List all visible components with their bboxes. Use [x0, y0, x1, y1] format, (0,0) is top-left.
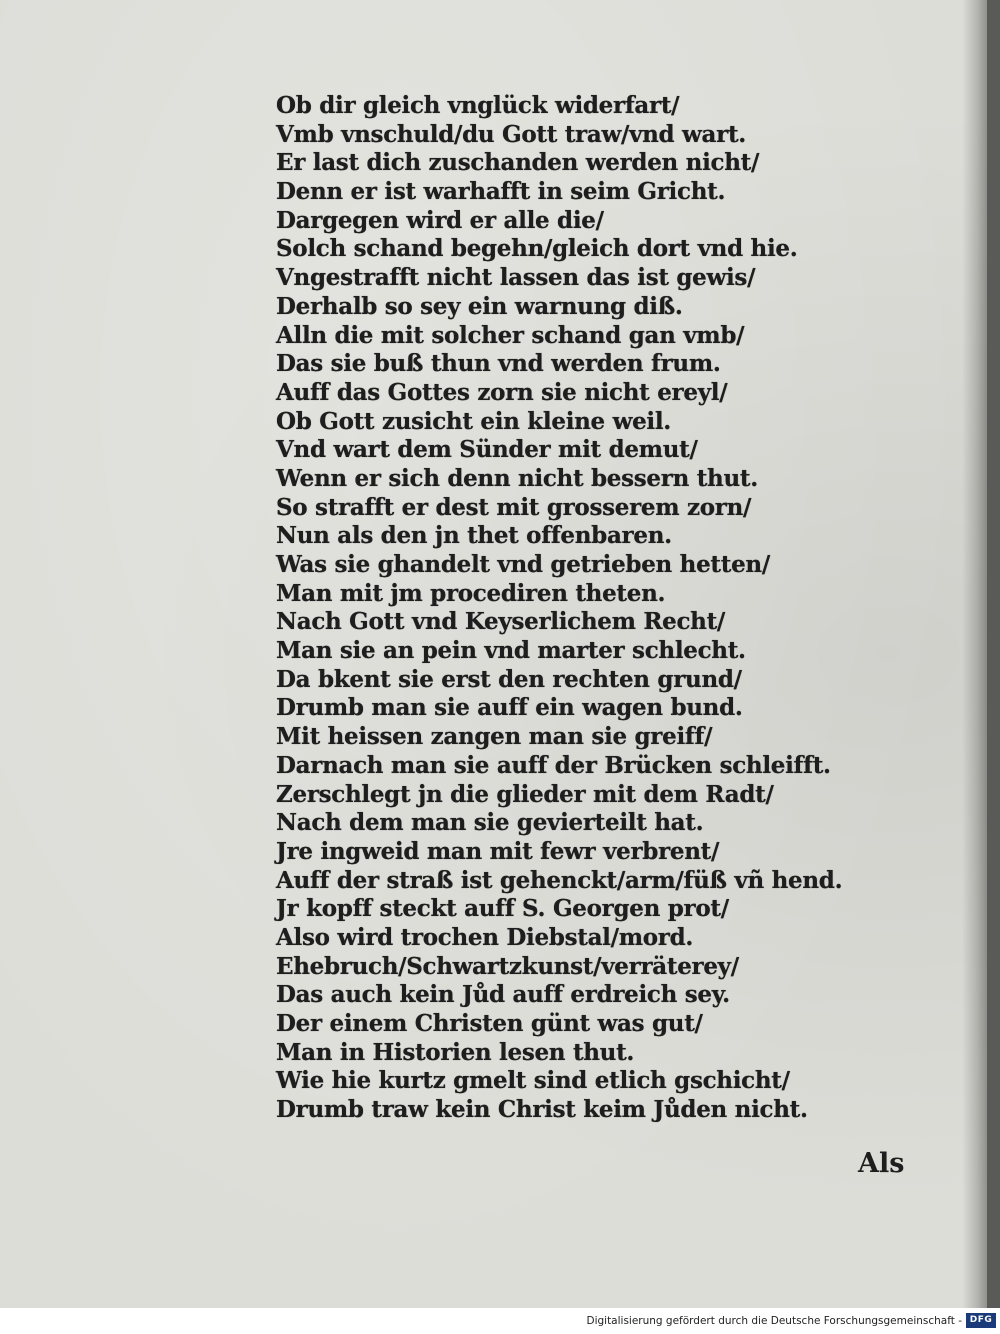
poem-line: Denn er ist warhafft in seim Gricht. [276, 178, 726, 206]
poem-line: Man mit jm procediren theten. [276, 579, 666, 607]
poem-line: Das sie buß thun vnd werden frum. [276, 350, 721, 378]
funding-credit: Digitalisierung gefördert durch die Deutsche Forschungsgemeinschaft - [586, 1315, 962, 1327]
dfg-logo: DFG [966, 1313, 996, 1328]
poem-line: Alln die mit solcher schand gan vmb/ [276, 321, 745, 349]
poem-line: So strafft er dest mit grosserem zorn/ [276, 493, 752, 521]
poem-line: Ob dir gleich vnglück widerfart/ [276, 92, 680, 119]
poem-line: Er last dich zuschanden werden nicht/ [276, 149, 760, 177]
poem-line: Man in Historien lesen thut. [276, 1038, 635, 1066]
poem-line: Man sie an pein vnd marter schlecht. [276, 637, 746, 665]
poem-line: Auff das Gottes zorn sie nicht ereyl/ [276, 378, 728, 406]
poem-line: Jr kopff steckt auff S. Georgen prot/ [276, 895, 729, 923]
poem-line: Ob Gott zusicht ein kleine weil. [276, 407, 672, 435]
poem-line: Drumb man sie auff ein wagen bund. [276, 694, 743, 722]
poem-line: Der einem Christen günt was gut/ [276, 1010, 703, 1037]
poem-line: Wie hie kurtz gmelt sind etlich gschicht/ [276, 1067, 790, 1095]
poem-line: Nun als den jn thet offenbaren. [276, 522, 672, 550]
poem-line: Das auch kein Jůd auff erdreich sey. [276, 981, 730, 1009]
poem-line: Drumb traw kein Christ keim Jůden nicht. [276, 1096, 808, 1124]
page-gutter-shadow [962, 0, 987, 1308]
poem-line: Wenn er sich denn nicht bessern thut. [276, 464, 758, 492]
poem-text-block [276, 92, 896, 1125]
catchword: Als [858, 1148, 905, 1179]
poem-line: Derhalb so sey ein warnung diß. [276, 292, 683, 320]
poem-line: Darnach man sie auff der Brücken schleifft. [276, 751, 831, 779]
poem-line: Vnd wart dem Sünder mit demut/ [276, 436, 698, 464]
poem-line: Vngestrafft nicht lassen das ist gewis/ [276, 264, 756, 292]
poem-line: Zerschlegt jn die glieder mit dem Radt/ [276, 780, 774, 808]
poem-line: Auff der straß ist gehenckt/arm/füß vñ hend. [276, 866, 843, 894]
poem-line: Jre ingweid man mit fewr verbrent/ [276, 837, 720, 865]
poem-line: Dargegen wird er alle die/ [276, 206, 604, 234]
page-edge [987, 0, 1000, 1308]
poem-line: Nach Gott vnd Keyserlichem Recht/ [276, 608, 726, 636]
poem-line: Mit heissen zangen man sie greiff/ [276, 723, 713, 751]
footer-bar [0, 1308, 1000, 1334]
poem-line: Vmb vnschuld/du Gott traw/vnd wart. [276, 120, 746, 148]
poem-line: Solch schand begehn/gleich dort vnd hie. [276, 235, 798, 263]
poem-line: Ehebruch/Schwartzkunst/verräterey/ [276, 952, 739, 980]
poem-line: Nach dem man sie gevierteilt hat. [276, 809, 704, 837]
poem-line: Da bkent sie erst den rechten grund/ [276, 665, 742, 693]
poem-line: Also wird trochen Diebstal/mord. [276, 923, 694, 951]
poem-line: Was sie ghandelt vnd getrieben hetten/ [276, 551, 770, 578]
